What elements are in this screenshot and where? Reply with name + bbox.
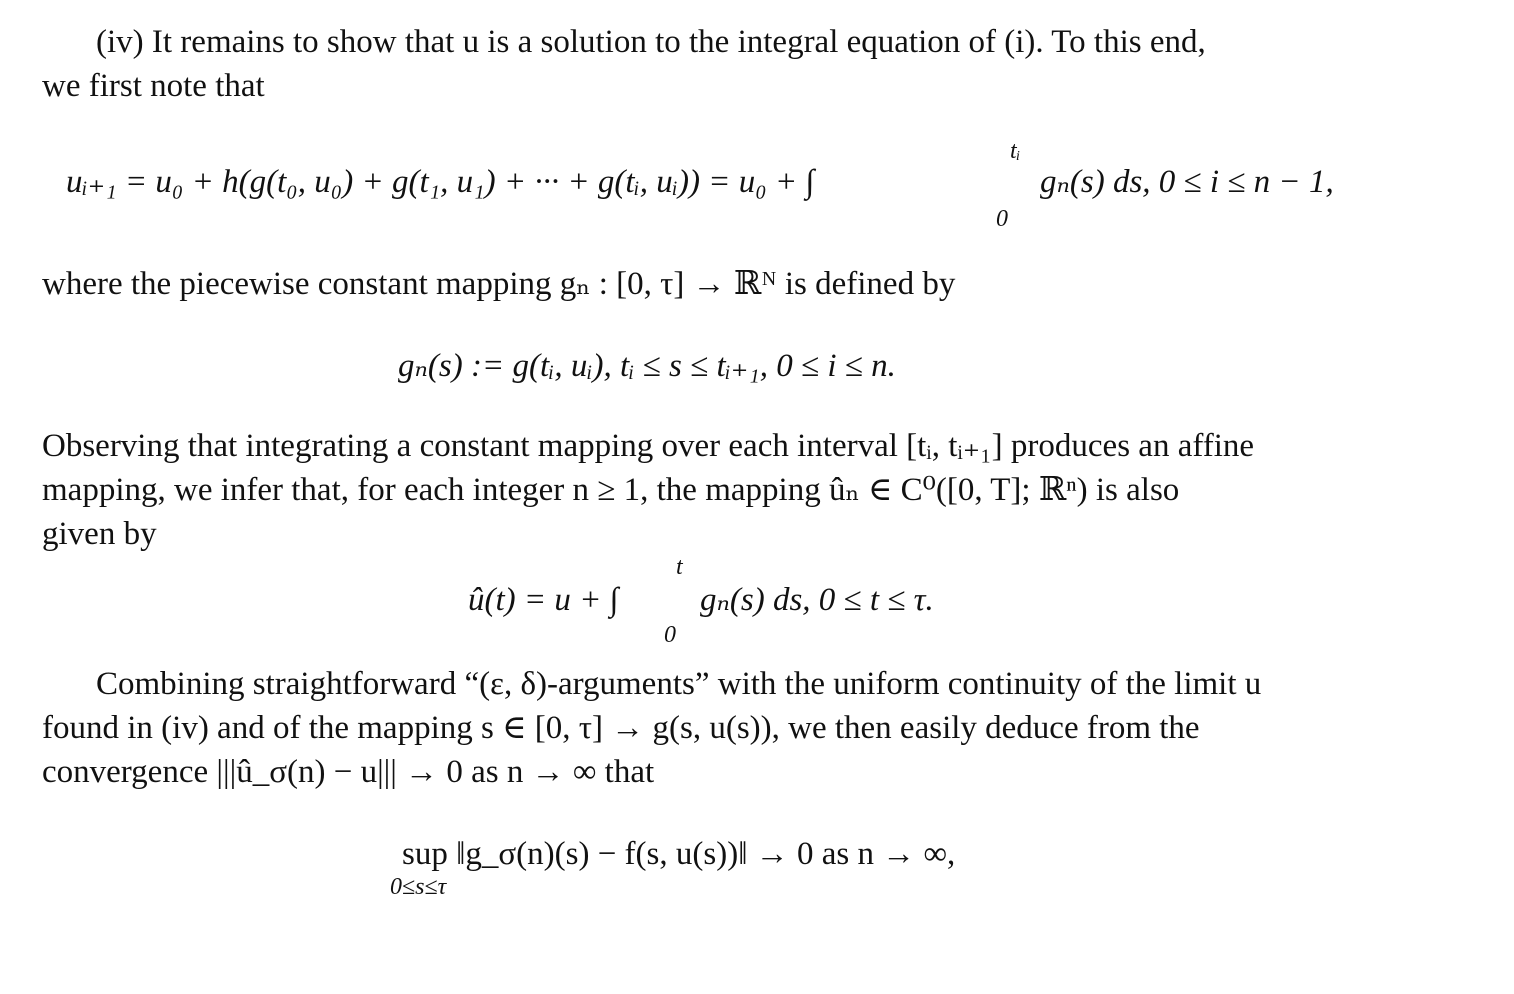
equation-tail: gₙ(s) ds, 0 ≤ i ≤ n − 1, [1040, 164, 1334, 200]
paragraph-line: where the piecewise constant mapping gₙ : [0, τ] → ℝᴺ is defined by [42, 266, 956, 302]
sup-subscript: 0≤s≤τ [390, 874, 447, 900]
paragraph-affine-mapping [42, 424, 1450, 556]
equation-main: gₙ(s) := g(tᵢ, uᵢ), tᵢ ≤ s ≤ tᵢ₊₁, 0 ≤ i ≤ n. [398, 348, 896, 384]
paragraph-line: we first note that [42, 68, 265, 104]
paragraph-line: given by [42, 516, 157, 552]
paragraph-iv-intro [42, 20, 1450, 108]
integral-upper-limit: t [676, 554, 683, 580]
integral-lower-limit: 0 [996, 206, 1008, 232]
equation-tail: gₙ(s) ds, 0 ≤ t ≤ τ. [700, 582, 934, 618]
paragraph-line: found in (iv) and of the mapping s ∈ [0, τ] → g(s, u(s)), we then easily deduce from the [42, 710, 1200, 746]
paragraph-line: convergence |||û_σ(n) − u||| → 0 as n → ∞ that [42, 754, 655, 790]
integral-upper-limit: tᵢ [1010, 138, 1021, 164]
paragraph-convergence [42, 662, 1450, 794]
equation-main: sup ‖g_σ(n)(s) − f(s, u(s))‖ → 0 as n → ∞, [402, 836, 956, 872]
paragraph-line: Observing that integrating a constant mapping over each interval [tᵢ, tᵢ₊₁] produces an affine [42, 428, 1255, 464]
paragraph-piecewise-mapping [42, 262, 1450, 306]
paragraph-line: mapping, we infer that, for each integer n ≥ 1, the mapping ûₙ ∈ C⁰([0, T]; ℝⁿ) is also [42, 472, 1180, 508]
equation-main: û(t) = u + ∫ [468, 582, 619, 618]
paragraph-line: Combining straightforward “(ε, δ)-arguments” with the uniform continuity of the limit u [96, 666, 1262, 702]
integral-lower-limit: 0 [664, 622, 676, 648]
equation-main: uᵢ₊₁ = u₀ + h(g(t₀, u₀) + g(t₁, u₁) + ··· + g(tᵢ, uᵢ)) = u₀ + ∫ [66, 164, 815, 200]
paragraph-line: (iv) It remains to show that u is a solution to the integral equation of (i). To this end, [96, 24, 1206, 60]
